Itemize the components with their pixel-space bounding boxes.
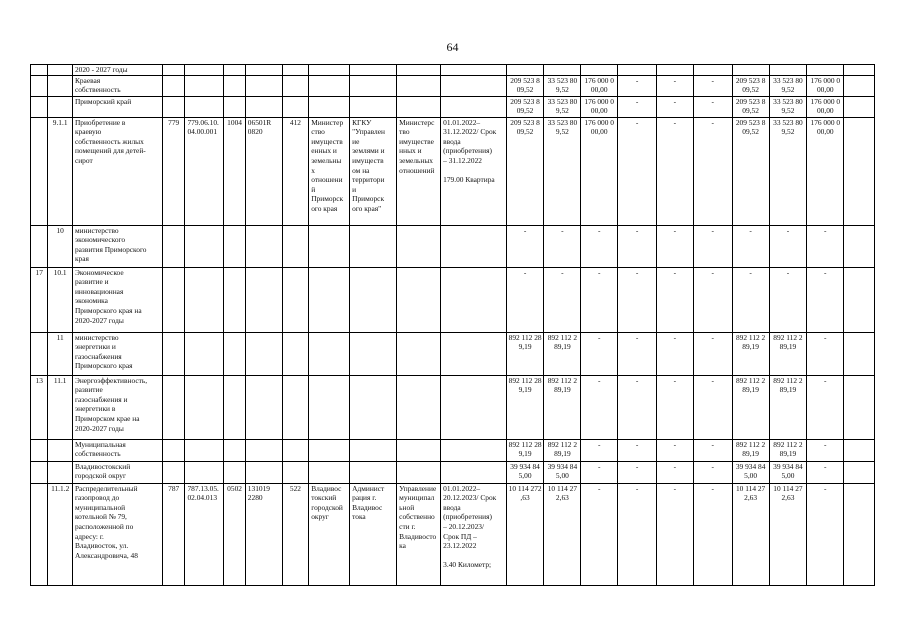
customer-cell: Админист рация г. Владивос тока	[350, 483, 397, 585]
period-cell	[441, 439, 506, 461]
row-number-cell: 17	[31, 267, 48, 332]
amount-cell	[844, 65, 875, 76]
executor-cell: Владивос токский городской округ	[309, 483, 350, 585]
amount-cell: -	[657, 75, 694, 96]
executor-cell	[309, 332, 350, 375]
owner-cell: Управление муниципал ьной собственно сти г. Владивосто ка	[397, 483, 441, 585]
period-cell: 01.01.2022– 20.12.2023/ Срок ввода (приобретения) – 20.12.2023/ Срок ПД – 23.12.2022 3.40 Километр;	[441, 483, 506, 585]
code-article-cell: 131019 2280	[245, 483, 282, 585]
code-expense-cell: 412	[282, 117, 309, 225]
amount-cell: 39 934 84 5,00	[769, 461, 807, 483]
row-number-cell	[31, 483, 48, 585]
amount-cell: 10 114 272 ,63	[506, 483, 544, 585]
customer-cell	[350, 225, 397, 267]
amount-cell: -	[693, 75, 732, 96]
executor-cell	[309, 96, 350, 117]
amount-cell: -	[657, 117, 694, 225]
table-row	[31, 75, 875, 96]
code-grbs-cell	[162, 75, 185, 96]
amount-cell: 33 523 80 9,52	[544, 117, 581, 225]
code-target-cell	[185, 332, 224, 375]
amount-cell: -	[506, 225, 544, 267]
table-row	[31, 96, 875, 117]
amount-cell: -	[693, 483, 732, 585]
amount-cell: 176 000 0 00,00	[581, 117, 618, 225]
item-number-cell	[48, 96, 73, 117]
code-section-cell	[224, 332, 245, 375]
code-article-cell	[245, 332, 282, 375]
table-row	[31, 65, 875, 76]
amount-cell	[769, 65, 807, 76]
amount-cell: -	[732, 225, 769, 267]
amount-cell	[732, 65, 769, 76]
item-number-cell: 10	[48, 225, 73, 267]
code-expense-cell: 522	[282, 483, 309, 585]
amount-cell: 33 523 80 9,52	[769, 96, 807, 117]
owner-cell	[397, 75, 441, 96]
amount-cell: 892 112 2 89,19	[732, 375, 769, 439]
code-expense-cell	[282, 439, 309, 461]
amount-cell: -	[657, 375, 694, 439]
amount-cell: -	[581, 461, 618, 483]
amount-cell: 176 000 0 00,00	[581, 96, 618, 117]
item-name-cell: министерство энергетики и газоснабжения Приморского края	[72, 332, 162, 375]
amount-cell: -	[657, 439, 694, 461]
row-number-cell	[31, 461, 48, 483]
table-row	[31, 439, 875, 461]
code-grbs-cell	[162, 375, 185, 439]
amount-cell: -	[807, 267, 844, 332]
code-article-cell	[245, 65, 282, 76]
customer-cell	[350, 96, 397, 117]
amount-cell: -	[693, 225, 732, 267]
amount-cell: 209 523 8 09,52	[506, 117, 544, 225]
code-expense-cell	[282, 332, 309, 375]
code-article-cell	[245, 225, 282, 267]
code-target-cell	[185, 65, 224, 76]
code-article-cell	[245, 75, 282, 96]
item-number-cell: 10.1	[48, 267, 73, 332]
item-number-cell: 11.1.2	[48, 483, 73, 585]
amount-cell: 209 523 8 09,52	[506, 75, 544, 96]
amount-cell	[544, 65, 581, 76]
amount-cell	[581, 65, 618, 76]
code-expense-cell	[282, 225, 309, 267]
owner-cell	[397, 65, 441, 76]
amount-cell: 10 114 27 2,63	[769, 483, 807, 585]
period-cell	[441, 375, 506, 439]
owner-cell: Министерс тво имуществе нных и земельных отношений	[397, 117, 441, 225]
item-name-cell: Муниципальная собственность	[72, 439, 162, 461]
customer-cell	[350, 461, 397, 483]
period-cell	[441, 267, 506, 332]
amount-cell: 33 523 80 9,52	[544, 75, 581, 96]
amount-cell: -	[657, 225, 694, 267]
amount-cell: 39 934 84 5,00	[732, 461, 769, 483]
amount-cell: 10 114 27 2,63	[732, 483, 769, 585]
owner-cell	[397, 439, 441, 461]
row-number-cell: 13	[31, 375, 48, 439]
period-cell: 01.01.2022– 31.12.2022/ Срок ввода (приобретения) – 31.12.2022 179.00 Квартира	[441, 117, 506, 225]
item-number-cell: 9.1.1	[48, 117, 73, 225]
amount-cell: -	[657, 461, 694, 483]
amount-cell: -	[618, 225, 657, 267]
amount-cell: 209 523 8 09,52	[732, 75, 769, 96]
period-cell	[441, 225, 506, 267]
code-article-cell: 06501R 0820	[245, 117, 282, 225]
customer-cell	[350, 375, 397, 439]
code-grbs-cell	[162, 65, 185, 76]
item-number-cell	[48, 439, 73, 461]
amount-cell: 10 114 27 2,63	[544, 483, 581, 585]
amount-cell: 176 000 0 00,00	[807, 75, 844, 96]
code-section-cell: 0502	[224, 483, 245, 585]
code-target-cell	[185, 96, 224, 117]
amount-cell	[844, 225, 875, 267]
amount-cell	[618, 65, 657, 76]
amount-cell: -	[657, 267, 694, 332]
executor-cell	[309, 439, 350, 461]
code-grbs-cell	[162, 332, 185, 375]
amount-cell	[844, 439, 875, 461]
amount-cell: -	[581, 483, 618, 585]
amount-cell: 892 112 2 89,19	[732, 332, 769, 375]
item-name-cell: Краевая собственность	[72, 75, 162, 96]
amount-cell: 33 523 80 9,52	[544, 96, 581, 117]
executor-cell	[309, 65, 350, 76]
row-number-cell	[31, 117, 48, 225]
amount-cell: -	[807, 439, 844, 461]
amount-cell: -	[693, 461, 732, 483]
customer-cell	[350, 65, 397, 76]
code-section-cell	[224, 65, 245, 76]
amount-cell	[844, 267, 875, 332]
table-row	[31, 117, 875, 225]
amount-cell: 892 112 2 89,19	[769, 439, 807, 461]
code-target-cell	[185, 267, 224, 332]
code-article-cell	[245, 267, 282, 332]
amount-cell	[844, 75, 875, 96]
code-target-cell	[185, 75, 224, 96]
amount-cell: -	[657, 332, 694, 375]
code-target-cell	[185, 439, 224, 461]
amount-cell: 176 000 0 00,00	[807, 117, 844, 225]
amount-cell: 892 112 2 89,19	[544, 375, 581, 439]
item-name-cell: 2020 - 2027 годы	[72, 65, 162, 76]
period-cell	[441, 75, 506, 96]
amount-cell: -	[544, 225, 581, 267]
amount-cell: -	[807, 461, 844, 483]
executor-cell	[309, 75, 350, 96]
item-number-cell: 11.1	[48, 375, 73, 439]
amount-cell: -	[618, 483, 657, 585]
amount-cell	[844, 461, 875, 483]
amount-cell: -	[807, 225, 844, 267]
budget-table	[30, 64, 875, 586]
code-article-cell	[245, 461, 282, 483]
amount-cell: -	[581, 375, 618, 439]
row-number-cell	[31, 225, 48, 267]
amount-cell: 892 112 28 9,19	[506, 375, 544, 439]
amount-cell: -	[807, 332, 844, 375]
amount-cell: -	[618, 461, 657, 483]
amount-cell	[807, 65, 844, 76]
amount-cell: 176 000 0 00,00	[581, 75, 618, 96]
table-row	[31, 225, 875, 267]
amount-cell: -	[581, 225, 618, 267]
code-article-cell	[245, 96, 282, 117]
item-number-cell: 11	[48, 332, 73, 375]
period-cell	[441, 461, 506, 483]
code-grbs-cell	[162, 461, 185, 483]
amount-cell: 209 523 8 09,52	[732, 96, 769, 117]
amount-cell: -	[693, 439, 732, 461]
row-number-cell	[31, 65, 48, 76]
owner-cell	[397, 267, 441, 332]
code-section-cell	[224, 267, 245, 332]
owner-cell	[397, 332, 441, 375]
amount-cell: -	[657, 483, 694, 585]
code-section-cell	[224, 96, 245, 117]
code-expense-cell	[282, 96, 309, 117]
code-expense-cell	[282, 65, 309, 76]
code-article-cell	[245, 439, 282, 461]
amount-cell	[844, 96, 875, 117]
amount-cell: 209 523 8 09,52	[732, 117, 769, 225]
table-row	[31, 375, 875, 439]
amount-cell: -	[506, 267, 544, 332]
amount-cell: 39 934 84 5,00	[506, 461, 544, 483]
amount-cell	[693, 65, 732, 76]
item-number-cell	[48, 461, 73, 483]
amount-cell: 39 934 84 5,00	[544, 461, 581, 483]
amount-cell: -	[581, 332, 618, 375]
amount-cell: 892 112 2 89,19	[544, 332, 581, 375]
amount-cell: -	[693, 117, 732, 225]
amount-cell: -	[693, 267, 732, 332]
code-section-cell	[224, 75, 245, 96]
page-number: 64	[446, 40, 459, 54]
customer-cell: КГКУ "Управлен ие землями и имуществ ом на территори и Приморск ого края"	[350, 117, 397, 225]
item-name-cell: Распределительный газопровод до муниципальной котельной № 79, расположенной по адресу: г. Владивосток, ул. Александровича, 48	[72, 483, 162, 585]
table-row	[31, 461, 875, 483]
executor-cell: Министер ство имуществ енных и земельны х отношени й Приморск ого края	[309, 117, 350, 225]
row-number-cell	[31, 75, 48, 96]
code-expense-cell	[282, 267, 309, 332]
code-target-cell	[185, 225, 224, 267]
owner-cell	[397, 461, 441, 483]
item-name-cell: Приобретение в краевую собственность жилых помещений для детей- сирот	[72, 117, 162, 225]
amount-cell: -	[657, 96, 694, 117]
period-cell	[441, 332, 506, 375]
code-section-cell	[224, 375, 245, 439]
amount-cell: 892 112 2 89,19	[732, 439, 769, 461]
code-grbs-cell	[162, 225, 185, 267]
amount-cell: -	[581, 267, 618, 332]
amount-cell	[506, 65, 544, 76]
amount-cell	[657, 65, 694, 76]
code-section-cell	[224, 225, 245, 267]
executor-cell	[309, 267, 350, 332]
owner-cell	[397, 96, 441, 117]
amount-cell: -	[769, 225, 807, 267]
code-section-cell: 1004	[224, 117, 245, 225]
amount-cell: 209 523 8 09,52	[506, 96, 544, 117]
amount-cell: 892 112 2 89,19	[769, 332, 807, 375]
amount-cell: -	[618, 75, 657, 96]
amount-cell: 892 112 28 9,19	[506, 332, 544, 375]
executor-cell	[309, 375, 350, 439]
item-name-cell: Приморский край	[72, 96, 162, 117]
row-number-cell	[31, 96, 48, 117]
amount-cell: 892 112 2 89,19	[769, 375, 807, 439]
customer-cell	[350, 267, 397, 332]
amount-cell	[844, 332, 875, 375]
amount-cell	[844, 117, 875, 225]
code-expense-cell	[282, 75, 309, 96]
item-number-cell	[48, 75, 73, 96]
row-number-cell	[31, 332, 48, 375]
code-target-cell: 787.13.05. 02.04.013	[185, 483, 224, 585]
amount-cell: -	[581, 439, 618, 461]
item-name-cell: Владивостокский городской округ	[72, 461, 162, 483]
item-name-cell: министерство экономического развития Приморского края	[72, 225, 162, 267]
code-section-cell	[224, 439, 245, 461]
code-grbs-cell: 779	[162, 117, 185, 225]
amount-cell: 892 112 2 89,19	[544, 439, 581, 461]
row-number-cell	[31, 439, 48, 461]
amount-cell: -	[618, 332, 657, 375]
executor-cell	[309, 461, 350, 483]
amount-cell: -	[618, 375, 657, 439]
amount-cell: -	[618, 439, 657, 461]
customer-cell	[350, 75, 397, 96]
code-target-cell	[185, 461, 224, 483]
amount-cell: -	[807, 375, 844, 439]
code-target-cell	[185, 375, 224, 439]
amount-cell: -	[618, 267, 657, 332]
table-row	[31, 483, 875, 585]
period-cell	[441, 96, 506, 117]
code-grbs-cell	[162, 96, 185, 117]
item-number-cell	[48, 65, 73, 76]
amount-cell: -	[807, 483, 844, 585]
amount-cell: -	[544, 267, 581, 332]
code-section-cell	[224, 461, 245, 483]
code-grbs-cell	[162, 439, 185, 461]
code-grbs-cell	[162, 267, 185, 332]
table-row	[31, 332, 875, 375]
code-expense-cell	[282, 375, 309, 439]
code-target-cell: 779.06.10. 04.00.001	[185, 117, 224, 225]
amount-cell: -	[769, 267, 807, 332]
amount-cell: 892 112 28 9,19	[506, 439, 544, 461]
code-grbs-cell: 787	[162, 483, 185, 585]
item-name-cell: Экономическое развитие и инновационная экономика Приморского края на 2020-2027 годы	[72, 267, 162, 332]
owner-cell	[397, 225, 441, 267]
code-article-cell	[245, 375, 282, 439]
table-row	[31, 267, 875, 332]
amount-cell: 33 523 80 9,52	[769, 75, 807, 96]
amount-cell: 33 523 80 9,52	[769, 117, 807, 225]
customer-cell	[350, 332, 397, 375]
amount-cell	[844, 375, 875, 439]
amount-cell: -	[693, 375, 732, 439]
customer-cell	[350, 439, 397, 461]
executor-cell	[309, 225, 350, 267]
amount-cell: -	[618, 117, 657, 225]
amount-cell: -	[693, 96, 732, 117]
amount-cell: -	[732, 267, 769, 332]
period-cell	[441, 65, 506, 76]
table-body	[31, 65, 875, 586]
code-expense-cell	[282, 461, 309, 483]
amount-cell	[844, 483, 875, 585]
item-name-cell: Энергоэффективность, развитие газоснабжения и энергетики в Приморском крае на 2020-2027 годы	[72, 375, 162, 439]
amount-cell: 176 000 0 00,00	[807, 96, 844, 117]
owner-cell	[397, 375, 441, 439]
amount-cell: -	[693, 332, 732, 375]
amount-cell: -	[618, 96, 657, 117]
